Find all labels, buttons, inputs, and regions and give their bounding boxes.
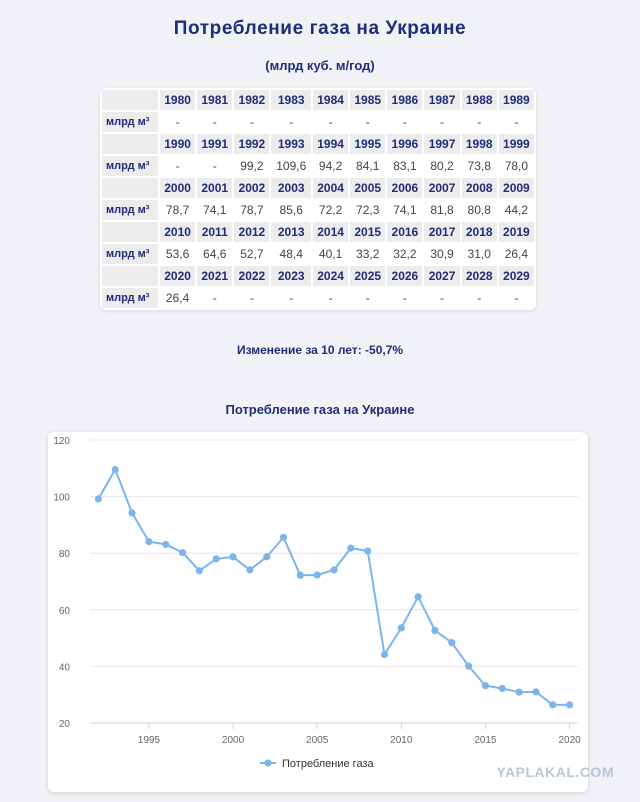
year-header: 2022 [234, 266, 269, 286]
value-cell: - [387, 288, 422, 308]
value-cell: - [313, 112, 348, 132]
year-header: 1981 [197, 90, 232, 110]
data-point [398, 624, 405, 631]
year-header: 1982 [234, 90, 269, 110]
value-cell: 64,6 [197, 244, 232, 264]
legend-label: Потребление газа [282, 758, 374, 770]
data-point [280, 534, 287, 541]
year-header: 2003 [271, 178, 311, 198]
year-header: 2021 [197, 266, 232, 286]
data-point [196, 567, 203, 574]
data-point [297, 572, 304, 579]
series-line [98, 469, 569, 705]
year-header: 1999 [499, 134, 534, 154]
y-tick-label: 20 [58, 719, 70, 730]
value-cell: - [234, 288, 269, 308]
year-header: 1991 [197, 134, 232, 154]
y-tick-label: 120 [53, 436, 70, 447]
value-cell: 33,2 [350, 244, 385, 264]
data-point [145, 538, 152, 545]
year-header: 2001 [197, 178, 232, 198]
year-header: 2016 [387, 222, 422, 242]
value-cell: - [197, 112, 232, 132]
row-label: млрд м³ [102, 200, 158, 220]
value-cell: - [424, 288, 459, 308]
value-cell: 80,8 [462, 200, 497, 220]
value-cell: 74,1 [197, 200, 232, 220]
value-cell: 84,1 [350, 156, 385, 176]
year-header: 1983 [271, 90, 311, 110]
year-header: 2017 [424, 222, 459, 242]
year-header: 1987 [424, 90, 459, 110]
value-row [102, 112, 534, 132]
corner-cell [102, 178, 158, 198]
value-cell: - [197, 288, 232, 308]
value-cell: 74,1 [387, 200, 422, 220]
year-header: 1986 [387, 90, 422, 110]
watermark: YAPLAKAL.COM [496, 764, 614, 780]
value-cell: - [313, 288, 348, 308]
year-header: 2009 [499, 178, 534, 198]
value-cell: - [234, 112, 269, 132]
value-cell: - [271, 288, 311, 308]
value-cell: 44,2 [499, 200, 534, 220]
data-point [516, 689, 523, 696]
value-cell: - [462, 288, 497, 308]
year-header: 2002 [234, 178, 269, 198]
value-row [102, 156, 534, 176]
year-header: 1985 [350, 90, 385, 110]
year-header: 2012 [234, 222, 269, 242]
value-cell: - [160, 156, 195, 176]
year-header: 2023 [271, 266, 311, 286]
value-row [102, 288, 534, 308]
value-cell: 83,1 [387, 156, 422, 176]
value-row [102, 200, 534, 220]
corner-cell [102, 134, 158, 154]
chart-card [48, 432, 588, 792]
value-cell: - [271, 112, 311, 132]
y-tick-label: 100 [53, 492, 70, 504]
value-cell: - [350, 288, 385, 308]
year-header: 1997 [424, 134, 459, 154]
value-cell: 72,3 [350, 200, 385, 220]
legend-marker [264, 759, 271, 766]
corner-cell [102, 90, 158, 110]
year-row [102, 222, 534, 242]
year-header: 2015 [350, 222, 385, 242]
data-point [431, 627, 438, 634]
value-row [102, 244, 534, 264]
year-header: 2004 [313, 178, 348, 198]
data-point [314, 571, 321, 578]
year-header: 2011 [197, 222, 232, 242]
x-tick-label: 2010 [390, 735, 413, 746]
value-cell: 99,2 [234, 156, 269, 176]
year-header: 2005 [350, 178, 385, 198]
year-header: 2013 [271, 222, 311, 242]
data-point [448, 639, 455, 646]
year-header: 1994 [313, 134, 348, 154]
year-header: 2026 [387, 266, 422, 286]
data-point [246, 566, 253, 573]
data-point [465, 663, 472, 670]
value-cell: - [462, 112, 497, 132]
value-cell: - [197, 156, 232, 176]
year-header: 2024 [313, 266, 348, 286]
value-cell: 31,0 [462, 244, 497, 264]
chart-title: Потребление газа на Украине [225, 402, 415, 417]
value-cell: 109,6 [271, 156, 311, 176]
year-header: 1980 [160, 90, 195, 110]
x-tick-label: 2015 [474, 735, 497, 746]
year-header: 1996 [387, 134, 422, 154]
value-cell: - [499, 112, 534, 132]
data-point [381, 651, 388, 658]
page-title: Потребление газа на Украине [173, 18, 467, 39]
year-header: 2014 [313, 222, 348, 242]
year-header: 2006 [387, 178, 422, 198]
page-subtitle: (млрд куб. м/год) [265, 58, 375, 73]
row-label: млрд м³ [102, 288, 158, 308]
data-point [532, 688, 539, 695]
value-cell: 72,2 [313, 200, 348, 220]
data-point [128, 509, 135, 516]
data-point [213, 555, 220, 562]
value-cell: - [160, 112, 195, 132]
value-cell: 32,2 [387, 244, 422, 264]
x-tick-label: 1995 [137, 735, 161, 746]
row-label: млрд м³ [102, 244, 158, 264]
year-header: 2028 [462, 266, 497, 286]
year-row [102, 178, 534, 198]
data-point [566, 701, 573, 708]
data-point [347, 545, 354, 552]
data-point [112, 466, 119, 473]
x-tick-label: 2005 [306, 735, 329, 746]
year-header: 2019 [499, 222, 534, 242]
year-header: 1984 [313, 90, 348, 110]
year-header: 2027 [424, 266, 459, 286]
x-tick-label: 2020 [558, 735, 581, 746]
data-point [162, 541, 169, 548]
ten-year-change: Изменение за 10 лет: -50,7% [236, 343, 404, 357]
value-cell: 26,4 [499, 244, 534, 264]
value-cell: 85,6 [271, 200, 311, 220]
value-cell: 94,2 [313, 156, 348, 176]
value-cell: 80,2 [424, 156, 459, 176]
year-row [102, 134, 534, 154]
data-point [229, 553, 236, 560]
year-header: 1990 [160, 134, 195, 154]
year-header: 1993 [271, 134, 311, 154]
year-header: 2008 [462, 178, 497, 198]
consumption-table [100, 88, 536, 310]
value-cell: 30,9 [424, 244, 459, 264]
data-point [263, 553, 270, 560]
year-row [102, 266, 534, 286]
value-cell: 53,6 [160, 244, 195, 264]
value-cell: 78,7 [160, 200, 195, 220]
year-header: 1995 [350, 134, 385, 154]
value-cell: 78,0 [499, 156, 534, 176]
year-header: 2029 [499, 266, 534, 286]
value-cell: 26,4 [160, 288, 195, 308]
value-cell: 81,8 [424, 200, 459, 220]
year-header: 2007 [424, 178, 459, 198]
data-point [549, 701, 556, 708]
data-point [415, 593, 422, 600]
value-cell: - [350, 112, 385, 132]
corner-cell [102, 266, 158, 286]
row-label: млрд м³ [102, 156, 158, 176]
x-tick-label: 2000 [221, 735, 245, 746]
row-label: млрд м³ [102, 112, 158, 132]
data-point [179, 549, 186, 556]
year-header: 2020 [160, 266, 195, 286]
data-point [482, 682, 489, 689]
value-cell: 48,4 [271, 244, 311, 264]
value-cell: 78,7 [234, 200, 269, 220]
value-cell: 40,1 [313, 244, 348, 264]
line-chart [48, 432, 588, 792]
year-header: 1988 [462, 90, 497, 110]
year-header: 1989 [499, 90, 534, 110]
year-header: 1998 [462, 134, 497, 154]
value-cell: - [499, 288, 534, 308]
data-point [95, 495, 102, 502]
consumption-table-grid [100, 88, 536, 310]
value-cell: 73,8 [462, 156, 497, 176]
data-point [330, 566, 337, 573]
data-point [499, 685, 506, 692]
value-cell: - [424, 112, 459, 132]
y-tick-label: 80 [58, 549, 70, 561]
corner-cell [102, 222, 158, 242]
year-row [102, 90, 534, 110]
year-header: 2010 [160, 222, 195, 242]
y-tick-label: 40 [58, 662, 70, 674]
year-header: 2025 [350, 266, 385, 286]
year-header: 2000 [160, 178, 195, 198]
data-point [364, 547, 371, 554]
y-tick-label: 60 [58, 605, 70, 617]
value-cell: 52,7 [234, 244, 269, 264]
value-cell: - [387, 112, 422, 132]
year-header: 2018 [462, 222, 497, 242]
year-header: 1992 [234, 134, 269, 154]
